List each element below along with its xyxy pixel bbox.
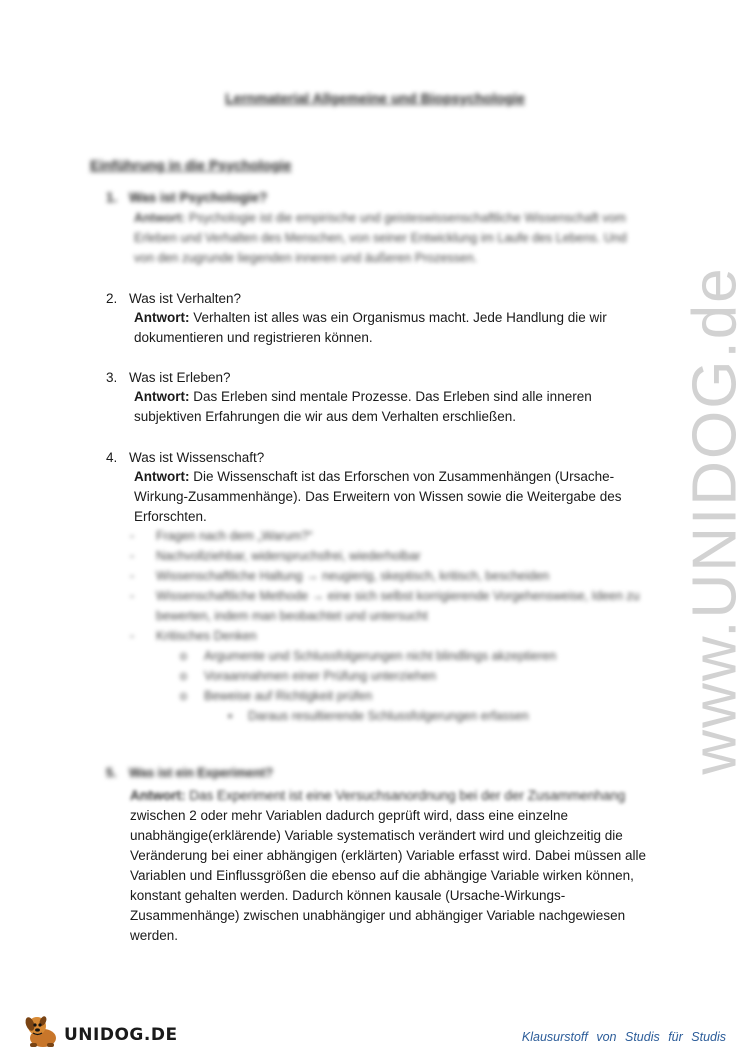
- question-number: 3.: [106, 370, 118, 385]
- document-title: Lernmaterial Allgemeine und Biopsychologie: [225, 90, 525, 106]
- answer-text: Das Erleben sind mentale Prozesse. Das Erleben sind alle inneren subjektiven Erfahrungen die wir aus dem Verhalten erschließen.: [134, 389, 592, 424]
- list-item: - Wissenschaftliche Haltung → neugierig, skeptisch, kritisch, bescheiden: [130, 569, 550, 583]
- list-item: - Fragen nach dem „Warum?“: [130, 529, 313, 543]
- answer-text: Die Wissenschaft ist das Erforschen von Zusammenhängen (Ursache-Wirkung-Zusammenhänge). Das Erweitern von Wissen sowie die Weitergabe des Erforschten.: [134, 469, 622, 524]
- answer-label: Antwort:: [134, 211, 186, 225]
- question-number: 1.: [106, 190, 118, 205]
- answer-label: Antwort:: [134, 310, 190, 325]
- answer-label: Antwort:: [134, 469, 190, 484]
- question-title: Was ist ein Experiment?: [129, 766, 274, 780]
- answer-1: [134, 208, 644, 268]
- watermark-text: www.UNIDOG.de: [680, 265, 750, 775]
- question-title: Was ist Wissenschaft?: [129, 450, 265, 465]
- question-1: [106, 188, 267, 208]
- question-title: Was ist Erleben?: [129, 370, 231, 385]
- list-subsubitem: ▪ Daraus resultierende Schlussfolgerungen erfassen: [228, 709, 529, 723]
- question-number: 2.: [106, 291, 118, 306]
- watermark: [625, 260, 750, 780]
- question-3: [106, 368, 231, 388]
- list-item: - Nachvollziehbar, widerspruchsfrei, wiederholbar: [130, 549, 421, 563]
- brand-name: UNIDOG.DE: [64, 1025, 178, 1045]
- footer-tagline: Klausurstoff von Studis für Studis: [521, 1030, 726, 1044]
- answer-3: [134, 387, 658, 427]
- list-subitem: o Voraannahmen einer Prüfung unterziehen: [180, 669, 437, 683]
- answer-text: Verhalten ist alles was ein Organismus macht. Jede Handlung die wir dokumentieren und registrieren können.: [134, 310, 607, 345]
- answer-text: Psychologie ist die empirische und geisteswissenschaftliche Wissenschaft vom Erleben und Verhalten des Menschen, von seiner Entwicklung im Laufe des Lebens. Und von den zugrunde liegenden inneren und äußeren Prozessen.: [134, 211, 627, 265]
- list-item: - Kritisches Denken: [130, 629, 257, 643]
- answer-5: [130, 786, 654, 946]
- question-number: 4.: [106, 450, 118, 465]
- answer-text: zwischen 2 oder mehr Variablen dadurch geprüft wird, dass eine einzelne unabhängige(erklärende) Variable systematisch verändert wird und gleichzeitig die Veränderung bei einer abhängigen (erklärten) Variable erfasst wird. Dabei müssen alle Variablen und Einflussgrößen die ebenso auf die abhängige Variable wirken können, konstant gehalten werden. Dadurch können kausale (Ursache-Wirkungs-Zusammenhänge) zwischen unabhängiger und abhängiger Variable nachgewiesen werden.: [130, 808, 647, 943]
- answer-2: [134, 308, 658, 348]
- question-5: [106, 766, 273, 780]
- list-subitem: o Argumente und Schlussfolgerungen nicht blindlings akzeptieren: [180, 649, 557, 663]
- answer-label: Antwort:: [130, 788, 186, 803]
- answer-label: Antwort:: [134, 389, 190, 404]
- question-title: Was ist Verhalten?: [129, 291, 242, 306]
- answer-4: [134, 467, 658, 527]
- answer-first-line: Antwort: Das Experiment ist eine Versuchsanordnung bei der der Zusammenhang: [130, 788, 626, 803]
- dog-mascot-icon: [22, 1010, 62, 1050]
- list-item: - Wissenschaftliche Methode → eine sich selbst korrigierende Vorgehensweise, Ideen zu bewerten, indem man beobachtet und untersucht: [130, 589, 640, 623]
- question-4: [106, 448, 264, 468]
- question-title: Was ist Psychologie?: [129, 190, 268, 205]
- section-heading: Einführung in die Psychologie: [90, 157, 292, 173]
- unidog-logo: [22, 1010, 178, 1050]
- question-2: [106, 289, 241, 309]
- wissenschaft-bullet-list: [130, 526, 650, 726]
- question-number: 5.: [106, 766, 117, 780]
- list-subitem: o Beweise auf Richtigkeit prüfen: [180, 689, 373, 703]
